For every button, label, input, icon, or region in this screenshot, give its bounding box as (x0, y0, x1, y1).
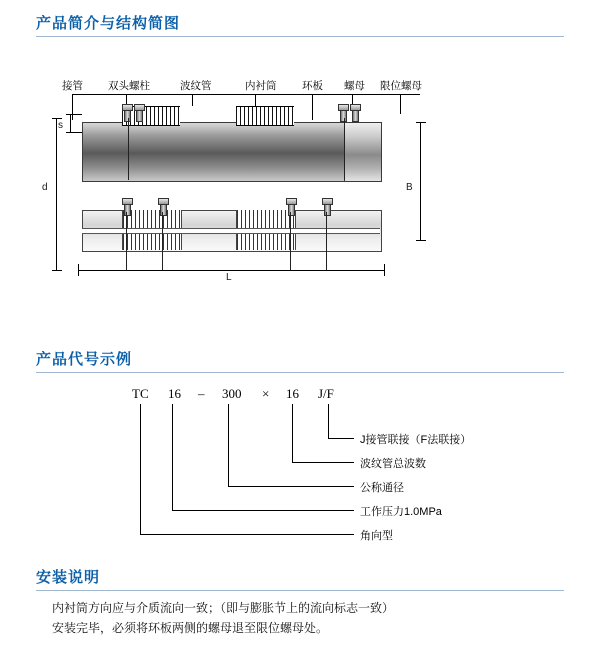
dim-d-tick (52, 270, 62, 271)
code-token-waves: 16 (286, 386, 299, 401)
tie-rod-lower-left2 (162, 212, 163, 270)
code-legend-connection: J接管联接（F法联接） (360, 434, 472, 446)
title-divider-intro (36, 36, 564, 37)
code-leader-waves (292, 404, 293, 462)
title-divider-code (36, 372, 564, 373)
callout-leader (72, 94, 73, 120)
nut-upper-right2 (350, 104, 361, 111)
dim-l-line (78, 270, 384, 271)
structure-diagram (40, 62, 520, 292)
dimension-d: d (42, 182, 48, 193)
code-leader-waves-h (292, 462, 354, 463)
nozzle-right (344, 122, 382, 182)
tie-rod-right (344, 118, 345, 180)
code-token-pressure: 16 (168, 386, 181, 401)
dim-d-line (56, 118, 57, 270)
code-token-times: × (262, 386, 270, 401)
title-divider-install (36, 590, 564, 591)
code-leader-diameter-h (228, 486, 354, 487)
dimension-l: L (226, 272, 232, 283)
dim-s-extension (70, 114, 71, 132)
callout-leader (192, 94, 193, 106)
install-notes (52, 598, 522, 638)
bellows-body-top (82, 122, 382, 182)
code-legend-diameter: 公称通径 (360, 482, 404, 494)
tie-rod-lower-right2 (326, 212, 327, 270)
code-legend-waves: 波纹管总波数 (360, 458, 426, 470)
code-token-dash: – (198, 386, 205, 401)
code-token-diameter: 300 (222, 386, 242, 401)
code-legend-type: 角向型 (360, 530, 393, 542)
dim-l-tick (78, 264, 79, 276)
nut-lower-left2 (158, 198, 169, 205)
nut-upper-left (122, 104, 133, 111)
nut-lower-right2 (322, 198, 333, 205)
section-title-install: 安装说明 (36, 569, 101, 586)
tie-rod-left (128, 118, 129, 180)
code-token-connection: J/F (318, 386, 334, 401)
diagram-label-limit-nut: 限位螺母 (380, 80, 422, 92)
code-token-type: TC (132, 386, 149, 401)
dimension-b: B (406, 182, 413, 193)
code-leader-diameter (228, 404, 229, 486)
dim-b-tick (416, 240, 426, 241)
nut-lower-right (286, 198, 297, 205)
code-leader-type (140, 404, 141, 534)
tie-rod-lower-right (290, 212, 291, 270)
install-note-2: 安装完毕，必须将环板两侧的螺母退至限位螺母处。 (52, 621, 329, 635)
nut-lower-left (122, 198, 133, 205)
diagram-label-double-stud: 双头螺柱 (108, 80, 150, 92)
tie-rod-lower-left (126, 212, 127, 270)
callout-leader (400, 94, 401, 114)
bellows-convolutions-right (236, 106, 294, 126)
dim-b-tick (416, 122, 426, 123)
code-leader-connection-h (328, 438, 354, 439)
product-code-example (40, 376, 540, 542)
dim-l-tick (384, 264, 385, 276)
dim-s-tick (66, 132, 82, 133)
dim-d-tick (52, 118, 62, 119)
code-legend-pressure: 工作压力1.0MPa (360, 506, 442, 518)
section-title-intro: 产品简介与结构简图 (36, 15, 181, 32)
dim-b-line (420, 122, 421, 240)
nut-upper-left2 (134, 104, 145, 111)
diagram-label-ring-plate: 环板 (302, 80, 323, 92)
section-title-code: 产品代号示例 (36, 351, 133, 368)
diagram-label-nozzle: 接管 (62, 80, 83, 92)
install-note-1: 内衬筒方向应与介质流向一致；（即与膨胀节上的流向标志一致） (52, 601, 395, 615)
code-leader-connection (328, 404, 329, 438)
dim-s-tick (66, 114, 82, 115)
diagram-label-bellows: 波纹管 (180, 80, 212, 92)
code-leader-pressure-h (172, 510, 354, 511)
callout-bar (72, 94, 420, 95)
diagram-label-liner: 内衬筒 (245, 80, 277, 92)
code-leader-pressure (172, 404, 173, 510)
diagram-label-nut: 螺母 (344, 80, 365, 92)
code-leader-type-h (140, 534, 354, 535)
callout-leader (312, 94, 313, 120)
dimension-s: s (58, 120, 63, 131)
nut-upper-right (338, 104, 349, 111)
